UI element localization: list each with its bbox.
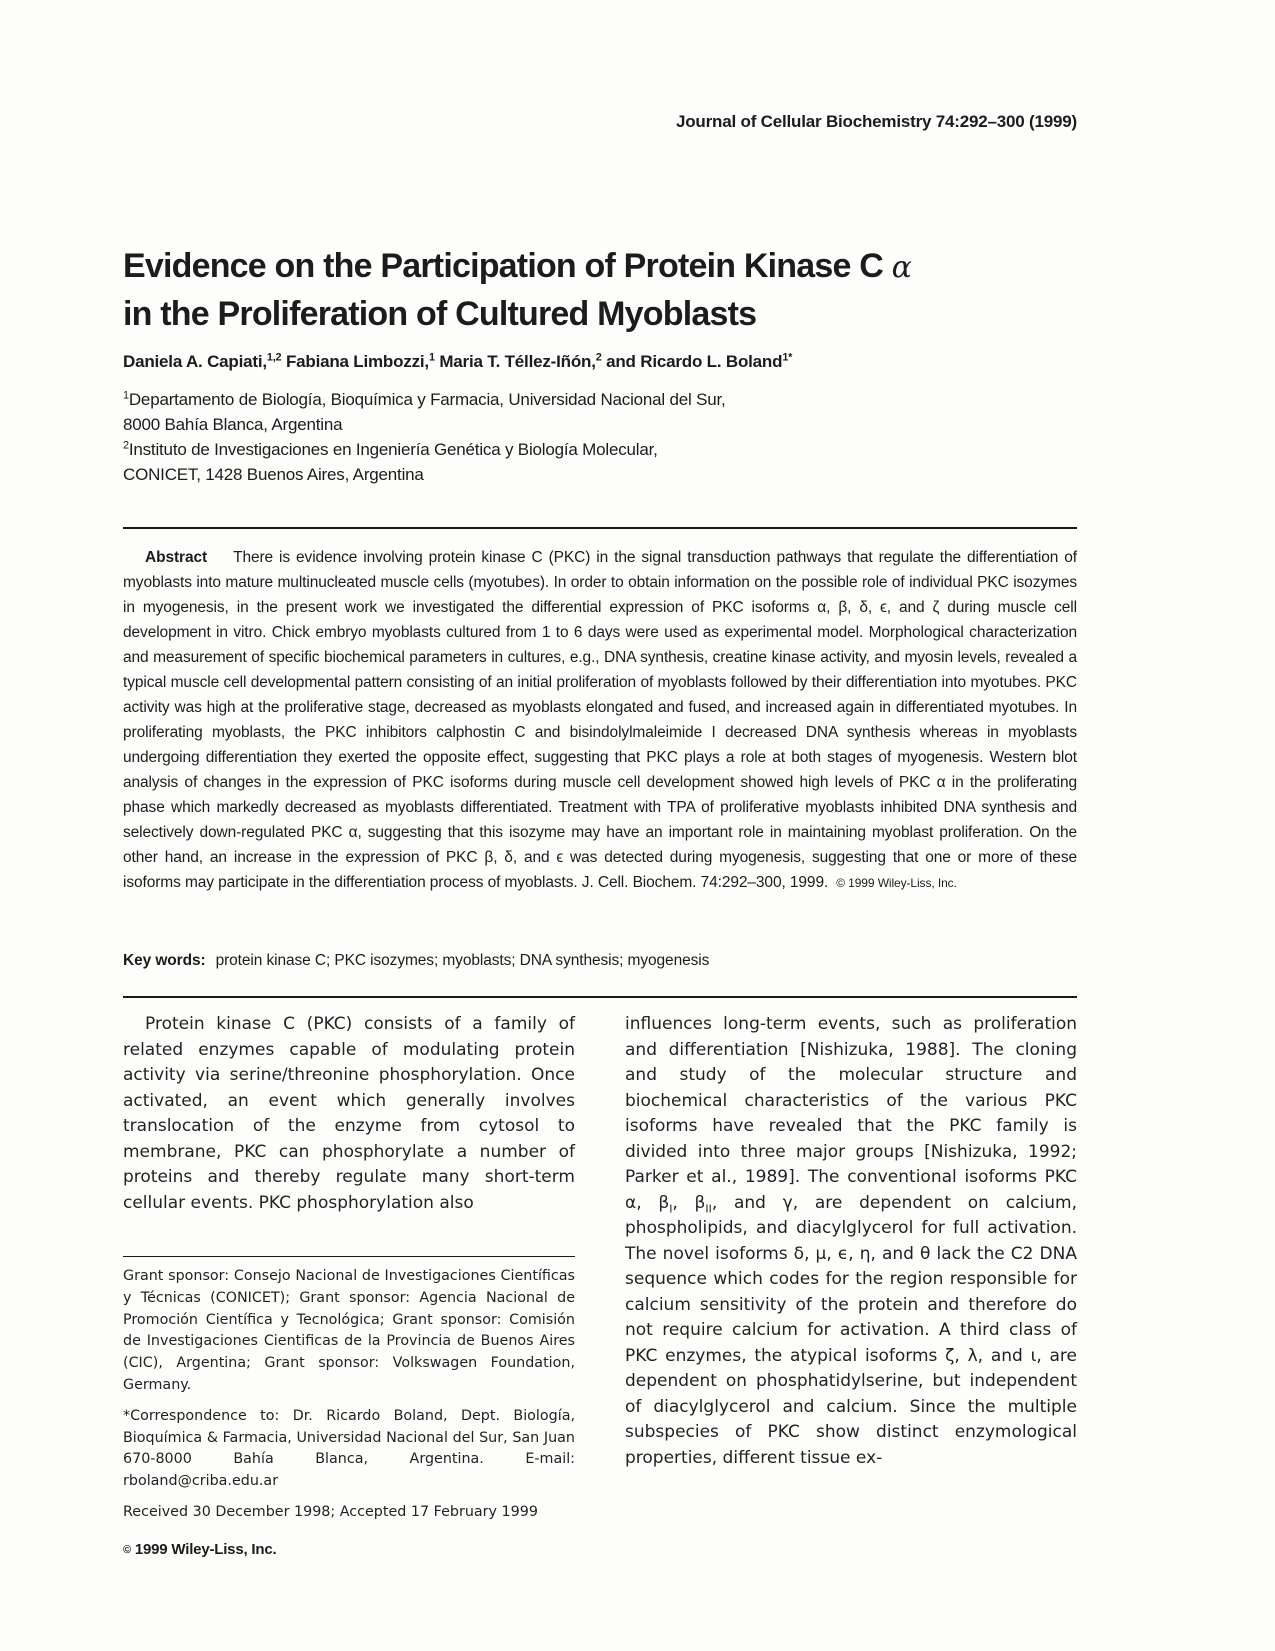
copyright-text: 1999 Wiley-Liss, Inc. <box>130 1541 277 1558</box>
body-text: , β <box>672 1192 706 1213</box>
received-accepted-footnote: Received 30 December 1998; Accepted 17 February 1999 <box>123 1503 538 1520</box>
body-text: influences long-term events, such as proliferation and differentiation [Nishizuka, 1988]. The cloning and study of the molecular structure and biochemical characteristics of the various PKC isoforms have revealed that the PKC family is divided into three major groups [Nishizuka, 1992; Parker et al., 1989]. The conventional isoforms PKC α, β <box>625 1014 1077 1213</box>
paper-title-line1 <box>123 243 1083 291</box>
body-paragraph <box>625 1012 1077 1471</box>
copyright-symbol: © <box>123 1544 131 1556</box>
footnote-divider-rule <box>123 1256 575 1257</box>
title-alpha-symbol: α <box>891 250 912 285</box>
abstract-copyright: © 1999 Wiley-Liss, Inc. <box>836 876 957 890</box>
author-name: Daniela A. Capiati, <box>123 352 267 371</box>
author-name: Fabiana Limbozzi, <box>281 352 429 371</box>
author-affiliation-superscript: 1 <box>428 351 435 364</box>
abstract-section <box>123 545 1077 896</box>
affiliation-line <box>123 437 1077 462</box>
affiliation-text: Instituto de Investigaciones en Ingeniería Genética y Biología Molecular, <box>128 440 658 459</box>
author-affiliation-superscript: 1* <box>782 351 793 364</box>
keywords-line <box>123 952 1077 970</box>
affiliation-marker: 2 <box>123 439 129 452</box>
isoform-subscript: I <box>669 1201 673 1215</box>
affiliation-line: 8000 Bahía Blanca, Argentina <box>123 415 343 434</box>
author-affiliation-superscript: 1,2 <box>266 351 282 364</box>
affiliation-line <box>123 387 1077 412</box>
correspondence-footnote: *Correspondence to: Dr. Ricardo Boland, Dept. Biología, Bioquímica & Farmacia, Universidad Nacional del Sur, San Juan 670-8000 Bahía Blanca, Argentina. E-mail: rboland@criba.edu.ar <box>123 1407 575 1490</box>
keywords-text: protein kinase C; PKC isozymes; myoblasts; DNA synthesis; myogenesis <box>215 952 710 969</box>
authors-line <box>123 352 1077 372</box>
footer-copyright <box>123 1541 623 1558</box>
author-name: Maria T. Téllez-Iñón, <box>434 352 596 371</box>
journal-header: Journal of Cellular Biochemistry 74:292–300 (1999) <box>675 112 1077 131</box>
body-paragraph: Protein kinase C (PKC) consists of a family of related enzymes capable of modulating protein activity via serine/threonine phosphorylation. Once activated, an event which generally involves translocation of the enzyme from cytosol to membrane, PKC can phosphorylate a number of proteins and thereby regulate many short-term cellular events. PKC phosphorylation also <box>123 1014 575 1213</box>
author-affiliation-superscript: 2 <box>595 351 602 364</box>
isoform-subscript: II <box>705 1201 712 1215</box>
paper-title <box>123 243 1083 338</box>
grant-sponsor-footnote: Grant sponsor: Consejo Nacional de Investigaciones Científicas y Técnicas (CONICET); Grant sponsor: Agencia Nacional de Promoción Científica y Tecnológica; Grant sponsor: Comisión de Investigaciones Cientificas de la Provincia de Buenos Aires (CIC), Argentina; Grant sponsor: Volkswagen Foundation, Germany. <box>123 1268 575 1393</box>
affiliation-marker: 1 <box>123 389 129 402</box>
affiliations-block <box>123 387 1077 487</box>
divider-rule-top <box>123 527 1077 529</box>
paper-title-line2: in the Proliferation of Cultured Myoblasts <box>123 295 757 333</box>
footnotes-block <box>123 1266 575 1524</box>
body-text: , and γ, are dependent on calcium, phospholipids, and diacylglycerol for full activation. The novel isoforms δ, μ, ϵ, η, and θ lack the C2 DNA sequence which codes for the region responsible for calcium sensitivity of the protein and therefore do not require calcium for activation. A third class of PKC enzymes, the atypical isoforms ζ, λ, and ι, are dependent on phosphatidylserine, but independent of diacylglycerol and calcium. Since the multiple subspecies of PKC show distinct enzymological properties, different tissue ex- <box>625 1192 1077 1468</box>
affiliation-line: CONICET, 1428 Buenos Aires, Argentina <box>123 465 424 484</box>
body-right-column <box>625 1012 1077 1471</box>
divider-rule-middle <box>123 996 1077 998</box>
affiliation-text: Departamento de Biología, Bioquímica y Farmacia, Universidad Nacional del Sur, <box>128 390 726 409</box>
keywords-label: Key words: <box>123 952 206 969</box>
abstract-label: Abstract <box>145 549 208 566</box>
author-name: and Ricardo L. Boland <box>601 352 783 371</box>
body-left-column <box>123 1012 575 1216</box>
paper-title-text1: Evidence on the Participation of Protein Kinase C <box>123 247 892 285</box>
abstract-text: There is evidence involving protein kinase C (PKC) in the signal transduction pathways that regulate the differentiation of myoblasts into mature multinucleated muscle cells (myotubes). In order to obtain information on the possible role of individual PKC isozymes in myogenesis, in the present work we investigated the differential expression of PKC isoforms α, β, δ, ϵ, and ζ during muscle cell development in vitro. Chick embryo myoblasts cultured from 1 to 6 days were used as experimental model. Morphological characterization and measurement of specific biochemical parameters in cultures, e.g., DNA synthesis, creatine kinase activity, and myosin levels, revealed a typical muscle cell developmental pattern consisting of an initial proliferation of myoblasts followed by their differentiation into myotubes. PKC activity was high at the proliferative stage, decreased as myoblasts elongated and fused, and increased again in differentiated myotubes. In proliferating myoblasts, the PKC inhibitors calphostin C and bisindolylmaleimide I decreased DNA synthesis whereas in myoblasts undergoing differentiation they exerted the opposite effect, suggesting that PKC plays a role at both stages of myogenesis. Western blot analysis of changes in the expression of PKC isoforms during muscle cell development showed high levels of PKC α in the proliferating phase which markedly decreased as myoblasts differentiated. Treatment with TPA of proliferative myoblasts inhibited DNA synthesis and selectively down-regulated PKC α, suggesting that this isozyme may have an important role in maintaining myoblast proliferation. On the other hand, an increase in the expression of PKC β, δ, and ϵ was detected during myogenesis, suggesting that one or more of these isoforms may participate in the differentiation process of myoblasts. J. Cell. Biochem. 74:292–300, 1999. <box>123 549 1077 891</box>
